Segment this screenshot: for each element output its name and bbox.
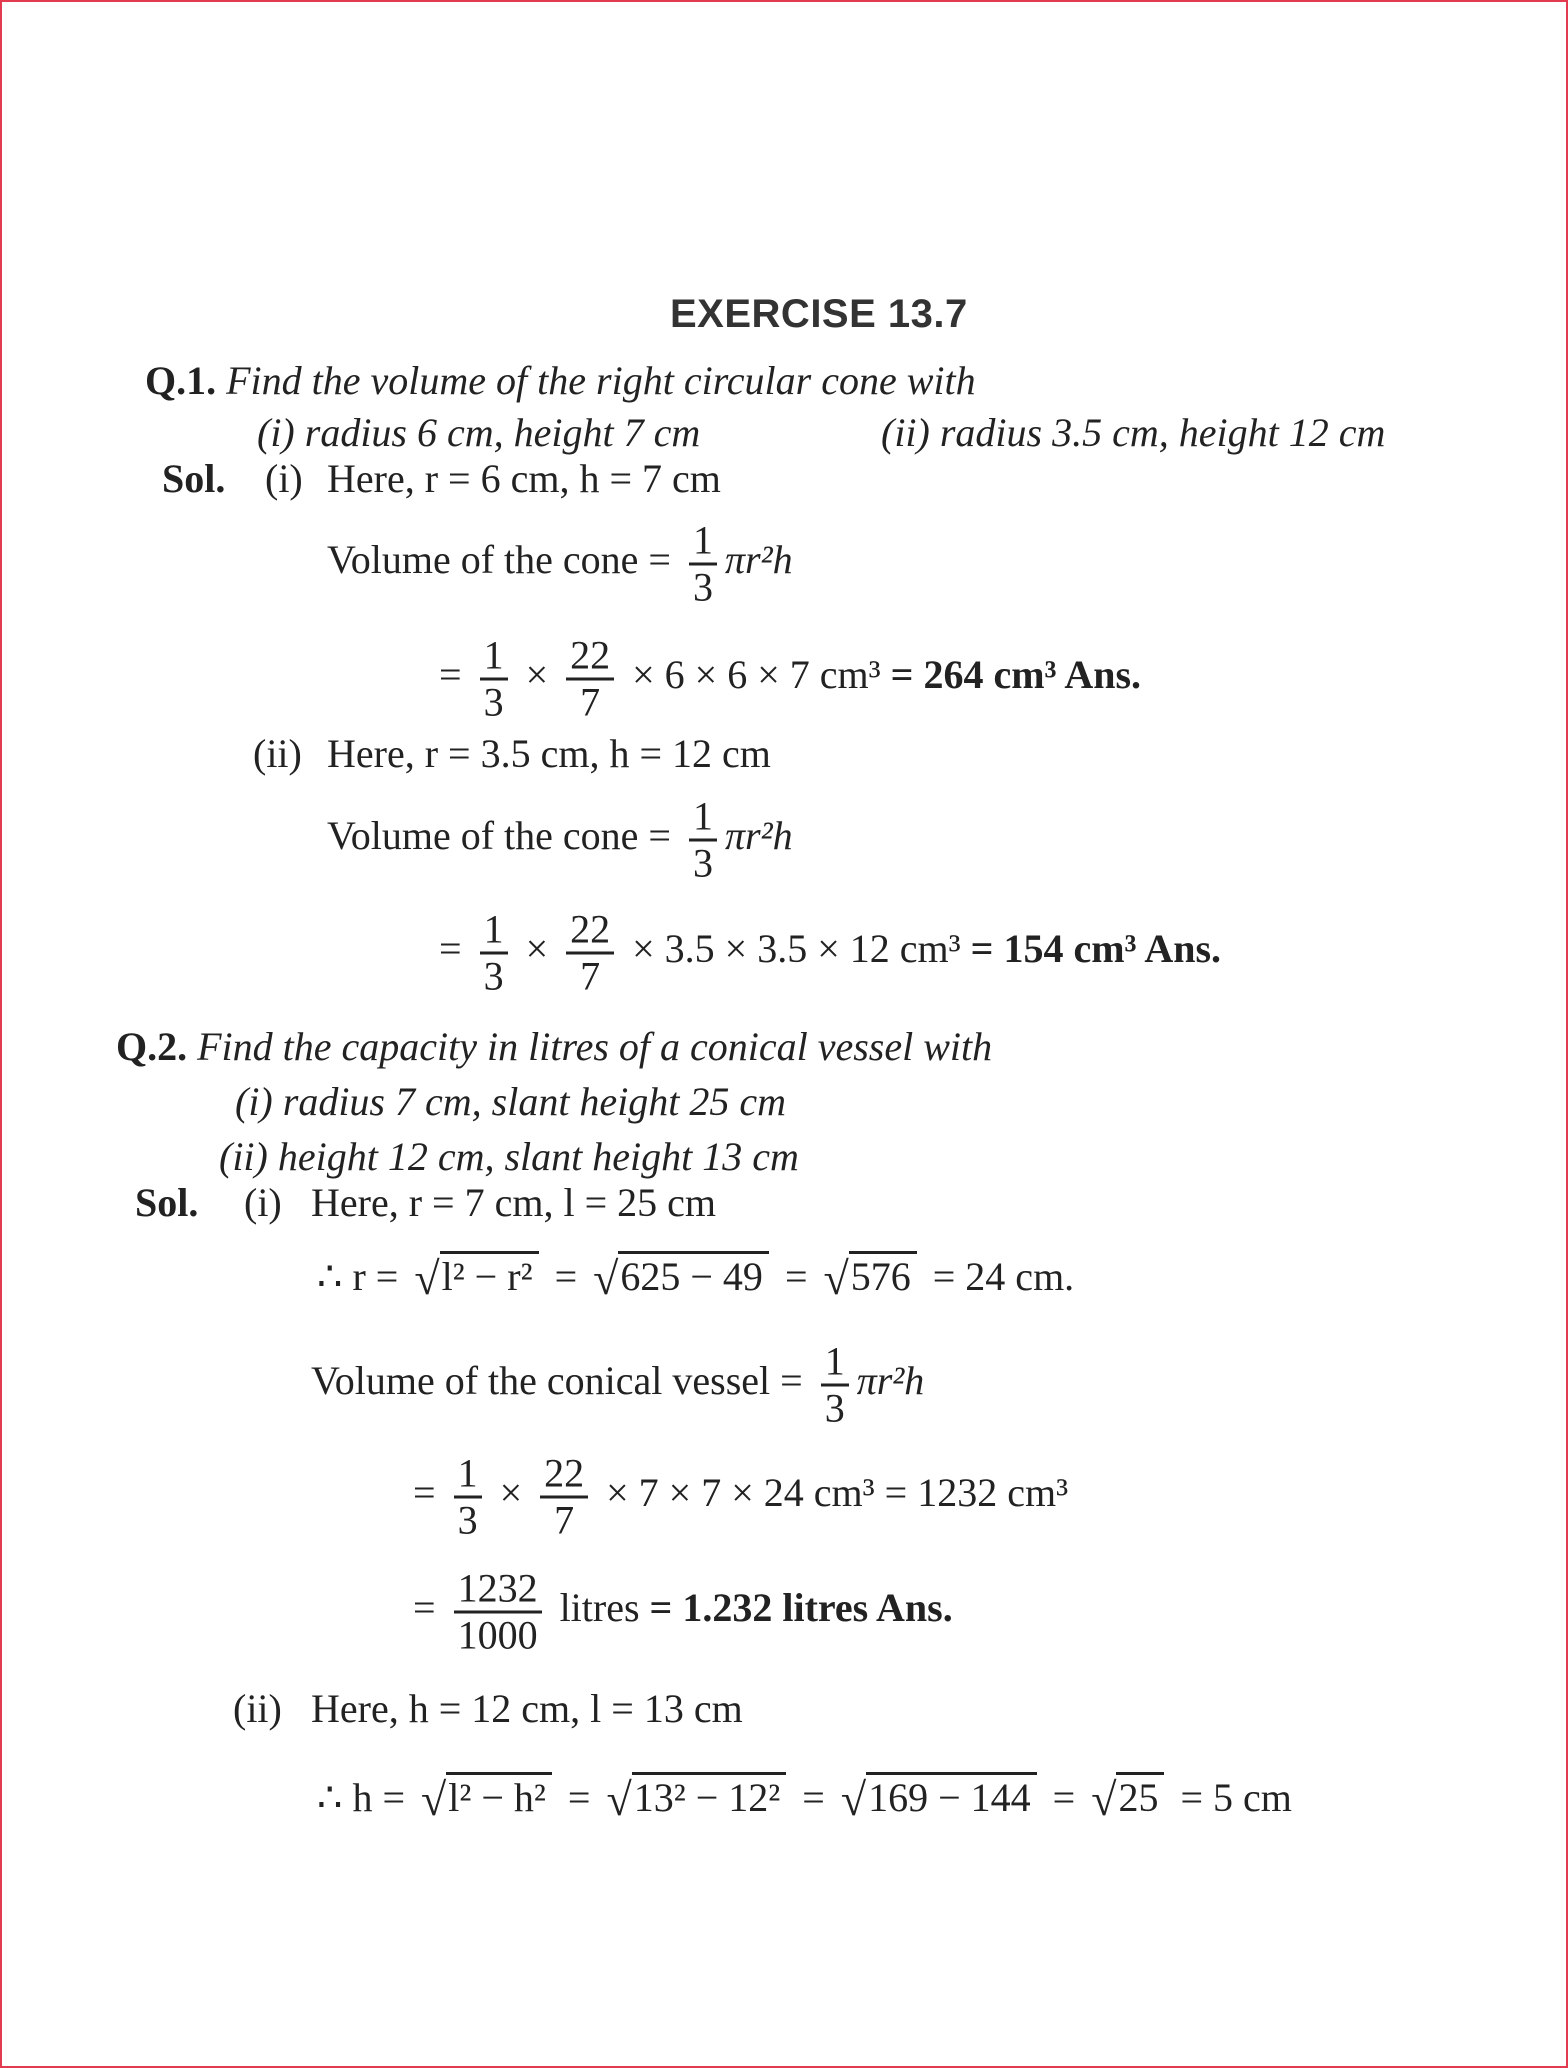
denominator: 7 bbox=[580, 679, 601, 725]
unit: litres bbox=[559, 1585, 640, 1631]
calculation bbox=[413, 1452, 1068, 1543]
radical-icon: √ bbox=[606, 1774, 632, 1825]
times: × bbox=[525, 926, 549, 972]
radicand: 169 − 144 bbox=[866, 1772, 1037, 1820]
fraction bbox=[480, 634, 508, 725]
numerator: 1 bbox=[480, 634, 508, 681]
formula-rest: πr²h bbox=[724, 537, 793, 583]
answer: = 264 cm³ Ans. bbox=[890, 652, 1142, 698]
times: × bbox=[499, 1470, 523, 1516]
volume-label: Volume of the cone = bbox=[327, 537, 671, 583]
lhs: ∴ r = bbox=[317, 1254, 399, 1299]
numerator: 1 bbox=[454, 1452, 482, 1499]
volume-label: Volume of the cone = bbox=[327, 813, 671, 859]
calc-rest: × 6 × 6 × 7 cm³ bbox=[632, 652, 881, 698]
litres-conversion bbox=[413, 1567, 953, 1658]
numerator: 22 bbox=[540, 1452, 588, 1499]
calculation bbox=[439, 908, 1221, 999]
radical-icon: √ bbox=[1091, 1774, 1117, 1825]
calc-rest: × 7 × 7 × 24 cm³ = 1232 cm³ bbox=[606, 1470, 1069, 1516]
numerator: 22 bbox=[566, 908, 614, 955]
fraction bbox=[540, 1452, 588, 1543]
sqrt-calculation bbox=[317, 1253, 1074, 1303]
equals: = bbox=[567, 1775, 591, 1820]
equals: = bbox=[439, 652, 462, 698]
fraction bbox=[689, 795, 717, 886]
denominator: 7 bbox=[554, 1497, 575, 1543]
radicand: l² − h² bbox=[446, 1772, 552, 1820]
numerator: 1 bbox=[821, 1340, 849, 1387]
result: = 24 cm. bbox=[932, 1254, 1075, 1299]
denominator: 3 bbox=[824, 1385, 845, 1431]
square-root bbox=[824, 1253, 917, 1303]
question-2 bbox=[116, 1023, 992, 1071]
given-values: Here, r = 3.5 cm, h = 12 cm bbox=[327, 731, 771, 776]
equals: = bbox=[554, 1254, 578, 1299]
equals: = bbox=[439, 926, 462, 972]
equals: = bbox=[413, 1470, 436, 1516]
square-root bbox=[593, 1253, 769, 1303]
equals: = bbox=[1052, 1775, 1076, 1820]
volume-formula bbox=[327, 519, 793, 610]
fraction bbox=[454, 1567, 542, 1658]
radical-icon: √ bbox=[421, 1774, 447, 1825]
question-text: Find the capacity in litres of a conical vessel with bbox=[197, 1024, 993, 1069]
question-label: Q.2. bbox=[116, 1024, 188, 1069]
question-1 bbox=[145, 357, 976, 405]
square-root bbox=[1091, 1774, 1164, 1824]
radical-icon: √ bbox=[840, 1774, 867, 1825]
numerator: 1 bbox=[689, 519, 717, 566]
square-root bbox=[606, 1774, 786, 1824]
exercise-title: EXERCISE 13.7 bbox=[670, 292, 968, 336]
given-values: Here, r = 7 cm, l = 25 cm bbox=[311, 1180, 716, 1225]
volume-formula bbox=[327, 795, 793, 886]
result: = 5 cm bbox=[1180, 1775, 1292, 1820]
radical-icon: √ bbox=[823, 1253, 849, 1304]
question-label: Q.1. bbox=[145, 358, 217, 403]
denominator: 3 bbox=[692, 564, 713, 610]
denominator: 3 bbox=[457, 1497, 478, 1543]
formula-rest: πr²h bbox=[724, 813, 793, 859]
part-label: (i) bbox=[265, 456, 303, 501]
square-root bbox=[841, 1774, 1037, 1824]
denominator: 3 bbox=[483, 679, 504, 725]
square-root bbox=[421, 1774, 552, 1824]
given-values: Here, r = 6 cm, h = 7 cm bbox=[327, 456, 721, 501]
fraction bbox=[821, 1340, 849, 1431]
lhs: ∴ h = bbox=[317, 1775, 406, 1820]
square-root bbox=[414, 1253, 538, 1303]
fraction bbox=[689, 519, 717, 610]
numerator: 1 bbox=[689, 795, 717, 842]
part-label: (ii) bbox=[253, 731, 302, 776]
sqrt-calculation bbox=[317, 1774, 1292, 1824]
denominator: 3 bbox=[692, 840, 713, 886]
answer: = 154 cm³ Ans. bbox=[970, 926, 1222, 972]
fraction bbox=[566, 634, 614, 725]
equals: = bbox=[784, 1254, 808, 1299]
radicand: 25 bbox=[1116, 1772, 1164, 1820]
equals: = bbox=[413, 1585, 436, 1631]
solution-label: Sol. bbox=[162, 456, 226, 501]
calc-rest: × 3.5 × 3.5 × 12 cm³ bbox=[632, 926, 961, 972]
radicand: 625 − 49 bbox=[618, 1251, 769, 1299]
volume-label: Volume of the conical vessel = bbox=[311, 1358, 803, 1404]
solution-label: Sol. bbox=[135, 1180, 199, 1225]
fraction bbox=[480, 908, 508, 999]
times: × bbox=[525, 652, 549, 698]
q2-part-i: (i) radius 7 cm, slant height 25 cm bbox=[235, 1079, 787, 1124]
equals: = bbox=[802, 1775, 825, 1820]
radical-icon: √ bbox=[593, 1253, 619, 1304]
q1-part-i: (i) radius 6 cm, height 7 cm bbox=[257, 410, 701, 455]
q2-part-ii: (ii) height 12 cm, slant height 13 cm bbox=[219, 1134, 799, 1179]
given-values: Here, h = 12 cm, l = 13 cm bbox=[311, 1686, 743, 1731]
part-label: (ii) bbox=[233, 1686, 282, 1731]
denominator: 7 bbox=[580, 953, 601, 999]
fraction bbox=[454, 1452, 482, 1543]
numerator: 1 bbox=[480, 908, 508, 955]
radicand: l² − r² bbox=[440, 1251, 539, 1299]
question-text: Find the volume of the right circular cone with bbox=[226, 358, 976, 403]
radical-icon: √ bbox=[414, 1253, 440, 1304]
numerator: 1232 bbox=[454, 1567, 542, 1614]
q1-part-ii: (ii) radius 3.5 cm, height 12 cm bbox=[881, 410, 1386, 455]
denominator: 1000 bbox=[457, 1612, 538, 1658]
radicand: 576 bbox=[849, 1251, 917, 1299]
radicand: 13² − 12² bbox=[632, 1772, 787, 1820]
part-label: (i) bbox=[244, 1180, 282, 1225]
denominator: 3 bbox=[483, 953, 504, 999]
volume-formula bbox=[311, 1340, 924, 1431]
calculation bbox=[439, 634, 1141, 725]
formula-rest: πr²h bbox=[856, 1358, 925, 1404]
answer: = 1.232 litres Ans. bbox=[649, 1585, 953, 1631]
numerator: 22 bbox=[566, 634, 614, 681]
fraction bbox=[566, 908, 614, 999]
